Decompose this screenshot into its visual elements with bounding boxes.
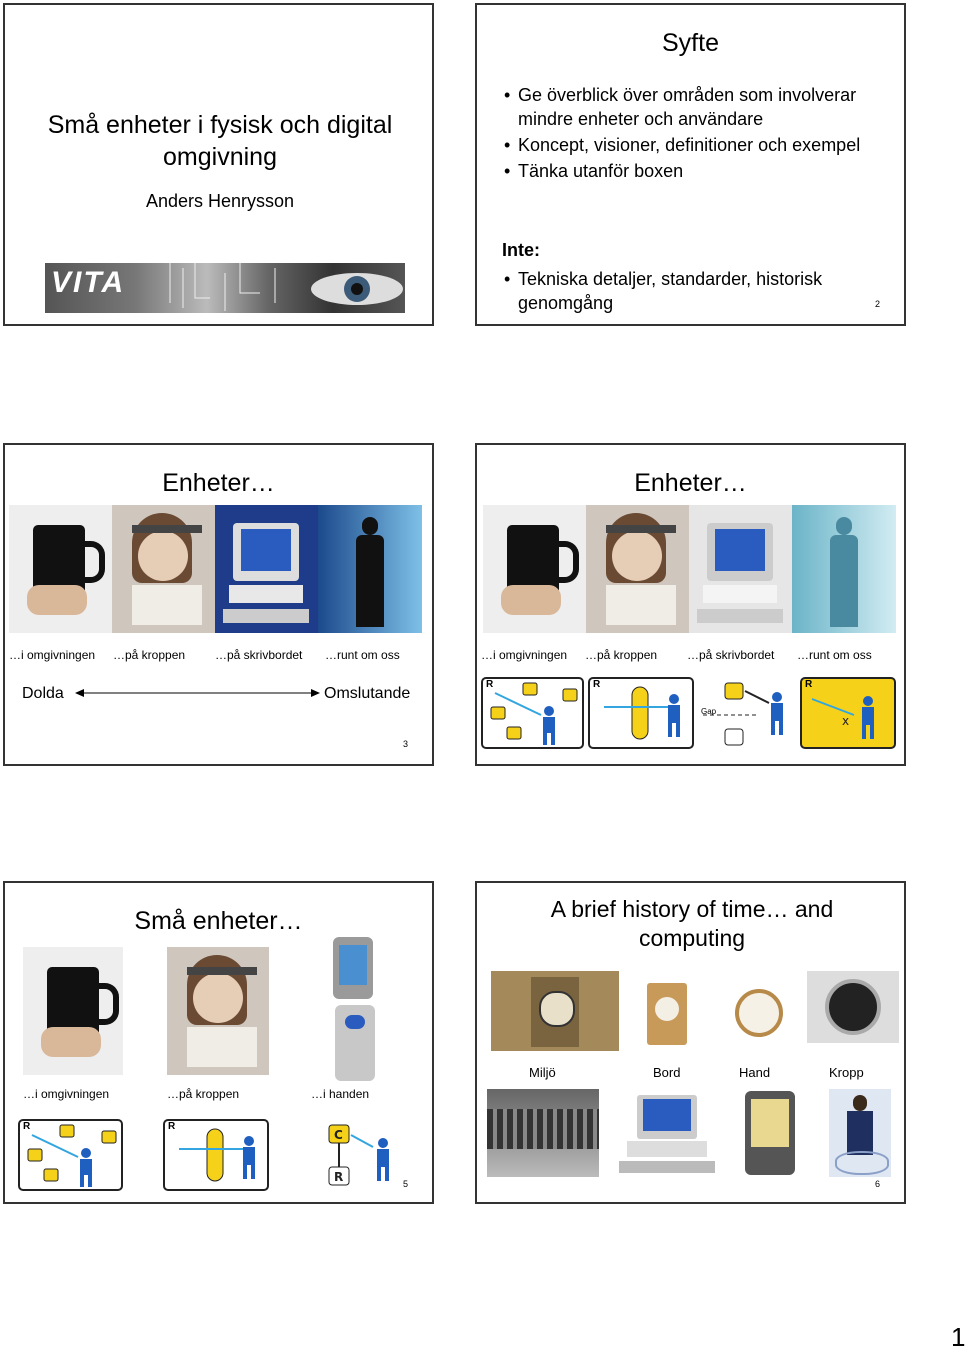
diagram-environment [18,1119,123,1191]
photo-wearable [167,947,269,1075]
photo-pda [739,1089,801,1177]
slide-enheter-2 [475,443,906,766]
caption: …i omgivningen [9,648,96,662]
photo-person-silhouette [318,505,422,633]
photo-wristwatch [807,971,899,1043]
vita-logo: VITA [51,266,126,299]
bullet-item: • Koncept, visioner, definitioner och exempel [502,133,892,157]
photo-wearable [112,505,215,633]
circuit-lines [165,263,305,313]
svg-text:R: R [334,1170,344,1184]
caption: …på kroppen [167,1087,240,1101]
slide-enheter-title: Enheter… [162,469,275,497]
photo-big-ben [491,971,619,1051]
photo-flip-phone [325,935,385,1085]
bullet-item: • Tänka utanför boxen [502,159,892,183]
eye-graphic [305,263,405,313]
diagram-body [588,677,694,749]
slide-sma-enheter-title: Små enheter… [134,907,303,935]
diagram-body [163,1119,269,1191]
photo-desktop-computer [215,505,318,633]
r-label: R [486,679,494,690]
slide-number: 6 [875,1179,881,1189]
photo-mug [9,505,112,633]
slide-history-title: A brief history of time… and computing [550,896,834,951]
caption: …runt om oss [797,648,872,662]
photo-mainframe-room [487,1089,599,1177]
caption: …på kroppen [113,648,186,662]
slide-number: 5 [403,1179,409,1189]
photo-mug [483,505,586,633]
label-miljo: Miljö [529,1065,556,1080]
caption: …i omgivningen [481,648,568,662]
label-hand: Hand [739,1065,771,1080]
diagram-surrounding [800,677,896,749]
not-heading: Inte: [502,240,540,260]
slide-syfte [475,3,906,326]
double-arrow-line [75,687,320,699]
svg-text:x: x [842,714,850,728]
svg-text:C: C [334,1128,343,1142]
slide-author: Anders Henrysson [145,191,295,211]
diagram-desktop [697,677,797,749]
caption: …på skrivbordet [215,648,303,662]
photo-person-silhouette [792,505,896,633]
slide-number: 3 [403,739,409,749]
not-bullet-list [502,267,872,317]
page-number: 1 [951,1322,965,1352]
slide-number: 2 [875,299,881,309]
r-label: R [593,679,601,690]
caption: …i handen [311,1087,370,1101]
diagram-environment [481,677,584,749]
r-label: R [23,1121,31,1132]
gap-label: Gap [701,707,717,716]
slide-enheter-1 [3,443,434,766]
photo-pc [611,1089,723,1177]
vita-logo-banner [45,263,405,313]
photo-mug [23,947,123,1075]
slide-history [475,881,906,1204]
caption: …på kroppen [585,648,658,662]
syfte-bullet-list [502,83,892,185]
label-kropp: Kropp [829,1065,864,1080]
caption: …på skrivbordet [687,648,775,662]
caption: …i omgivningen [23,1087,110,1101]
label-bord: Bord [653,1065,681,1080]
slide-title [3,3,434,326]
slide-sma-enheter [3,881,434,1204]
omslutande-label: Omslutande [324,685,411,702]
slide-title-heading: Små enheter i fysisk och digital omgivning [47,111,393,171]
photo-wearable-person [829,1089,891,1177]
bullet-item: • Tekniska detaljer, standarder, historisk genomgång [502,267,872,315]
dolda-label: Dolda [22,685,64,702]
photo-desktop-computer [689,505,792,633]
r-label: R [805,679,813,690]
slide-enheter-title: Enheter… [634,469,747,497]
bullet-item: • Ge överblick över områden som involverar mindre enheter och användare [502,83,892,131]
photo-pocket-watch [729,971,789,1051]
caption: …runt om oss [325,648,400,662]
r-label: R [168,1121,176,1132]
diagram-hand [321,1119,397,1191]
slide-syfte-title: Syfte [662,29,719,57]
photo-wearable [586,505,689,633]
photo-carriage-clock [641,971,693,1051]
